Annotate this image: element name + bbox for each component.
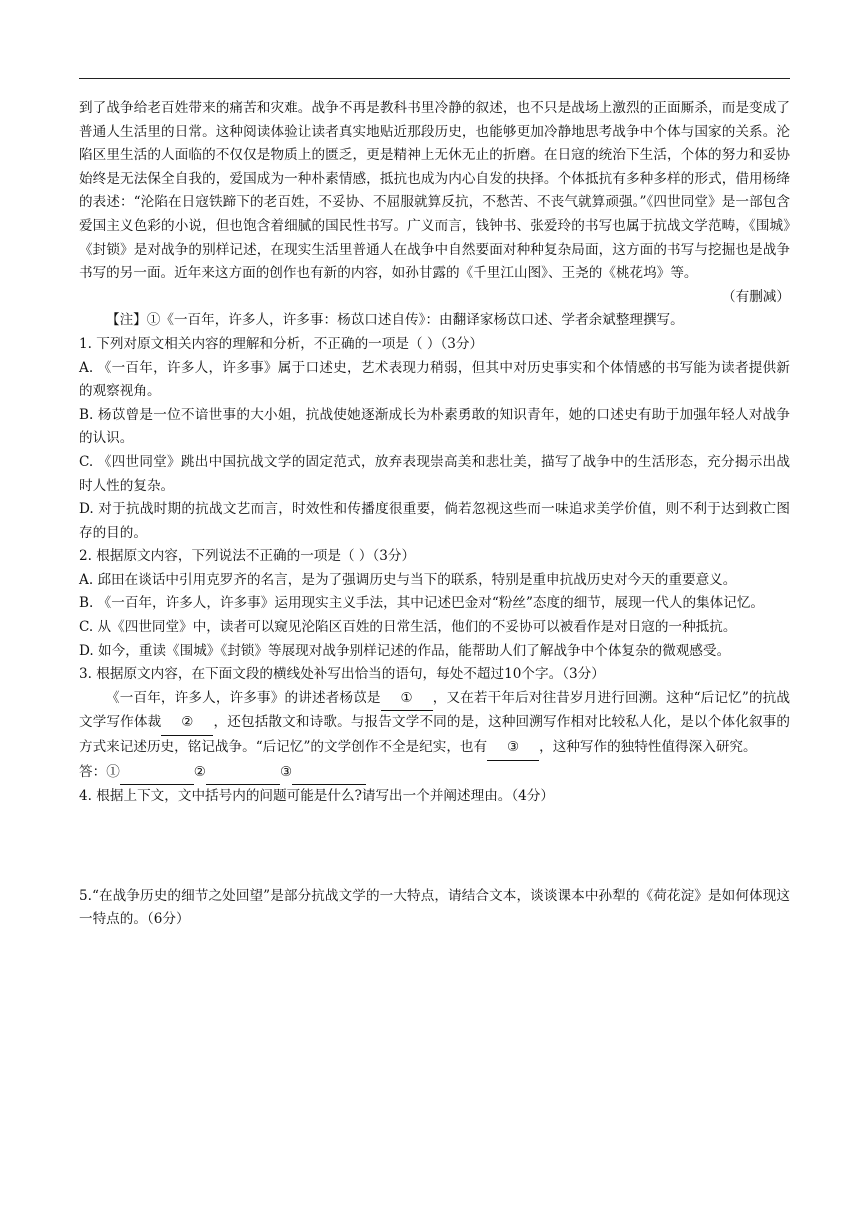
question-3-blank-2[interactable]: ② [161,711,213,736]
question-3-answer-line [79,761,790,786]
question-1-option-a[interactable]: A. 《一百年，许多人，许多事》属于口述史，艺术表现力稍弱，但其中对历史事实和个体情感的书写能为读者提供新的观察视角。 [79,359,790,400]
question-3-passage [79,687,790,761]
question-3-text-2: ，又在若干年后对往昔岁月进行回溯。这种“后记忆”的抗战文学写作体裁 [79,689,790,731]
question-3-stem: 3. 根据原文内容，在下面文段的横线处补写出恰当的语句，每处不超过10个字。（3分） [79,666,605,683]
question-2 [79,545,790,663]
question-2-option-d[interactable]: D. 如今，重读《围城》《封锁》等展现对战争别样记述的作品，能帮助人们了解战争中个体复杂的微观感受。 [79,642,731,659]
answer-1-blank[interactable] [120,761,194,786]
answer-1-number: ① [106,763,120,780]
question-3-text-1: 《一百年，许多人，许多事》的讲述者杨苡是 [106,689,381,706]
exam-page [79,97,790,932]
question-5-stem: 5.“在战争历史的细节之处回望”是部分抗战文学的一大特点，请结合文本，谈谈课本中孙犁的《荷花淀》是如何体现这一特点的。（6分） [79,887,790,928]
passage-source: （有删减） [722,288,790,305]
passage-note: 【注】①《一百年，许多人，许多事：杨苡口述自传》：由翻译家杨苡口述、学者余斌整理撰写。 [106,312,684,329]
question-2-option-b[interactable]: B. 《一百年，许多人，许多事》运用现实主义手法，其中记述巴金对“粉丝”态度的细节，展现一代人的集体记忆。 [79,595,765,612]
passage-paragraph: 到了战争给老百姓带来的痛苦和灾难。战争不再是教科书里冷静的叙述，也不只是战场上激烈的正面厮杀，而是变成了普通人生活里的日常。这种阅读体验让读者真实地贴近那段历史，也能够更加冷静地思考战争中个体与国家的关系。沦陷区里生活的人面临的不仅仅是物质上的匮乏，更是精神上无休无止的折磨。在日寇的统治下生活，个体的努力和妥协始终是无法保全自我的，爱国成为一种朴素情感，抵抗也成为内心自发的抉择。个体抵抗有多种多样的形式，借用杨绛的表述：“沦陷在日寇铁蹄下的老百姓，不妥协、不屈服就算反抗，不愁苦、不丧气就算顽强。”《四世同堂》是一部包含爱国主义色彩的小说，但也饱含着细腻的国民性书写。广义而言，钱钟书、张爱玲的书写也属于抗战文学范畴，《围城》《封锁》是对战争的别样记述，在现实生活里普通人在战争中自然要面对种种复杂局面，这方面的书写与挖掘也是战争书写的另一面。近年来这方面的创作也有新的内容，如孙甘露的《千里江山图》、王尧的《桃花坞》等。 [79,100,790,282]
question-1-option-c[interactable]: C. 《四世同堂》跳出中国抗战文学的固定范式，放弃表现崇高美和悲壮美，描写了战争中的生活形态，充分揭示出战时人性的复杂。 [79,453,790,494]
question-3-blank-1[interactable]: ① [381,687,433,712]
question-4-stem: 4. 根据上下文，文中括号内的问题可能是什么?请写出一个并阐述理由。（4分） [79,788,555,805]
answer-2-blank[interactable] [206,761,280,786]
answer-label: 答： [79,763,107,780]
question-1-option-b[interactable]: B. 杨苡曾是一位不谙世事的大小姐，抗战使她逐渐成长为朴素勇敢的知识青年，她的口述史有助于加强年轻人对战争的认识。 [79,406,790,447]
question-3-text-3: ，还包括散文和诗歌。与报告文学不同的是，这种回溯写作相对比较私人化，是以个体化叙事的方式来记述历史，铭记战争。“后记忆”的文学创作不全是纪实，也有 [79,714,790,756]
question-2-stem: 2. 根据原文内容，下列说法不正确的一项是（ ）（3分） [79,548,416,565]
question-4 [79,785,790,885]
answer-3-blank[interactable] [292,761,366,786]
question-4-answer-space[interactable] [79,809,790,885]
question-2-option-a[interactable]: A. 邱田在谈话中引用克罗齐的名言，是为了强调历史与当下的联系，特别是重申抗战历史对今天的重要意义。 [79,571,737,588]
header-rule [79,78,790,79]
question-5 [79,885,790,932]
question-1 [79,333,790,545]
question-3-text-4: ，这种写作的独特性值得深入研究。 [539,739,757,756]
question-3 [79,663,790,785]
answer-2-number: ② [193,763,206,780]
question-3-blank-3[interactable]: ③ [487,736,539,761]
question-1-option-d[interactable]: D. 对于抗战时期的抗战文艺而言，时效性和传播度很重要，倘若忽视这些而一味追求美学价值，则不利于达到救亡图存的目的。 [79,501,790,541]
question-1-stem: 1. 下列对原文相关内容的理解和分析，不正确的一项是（ ）（3分） [79,335,484,352]
question-2-option-c[interactable]: C. 从《四世同堂》中，读者可以窥见沦陷区百姓的日常生活，他们的不妥协可以被看作是对日寇的一种抵抗。 [79,619,737,636]
answer-3-number: ③ [279,763,293,780]
